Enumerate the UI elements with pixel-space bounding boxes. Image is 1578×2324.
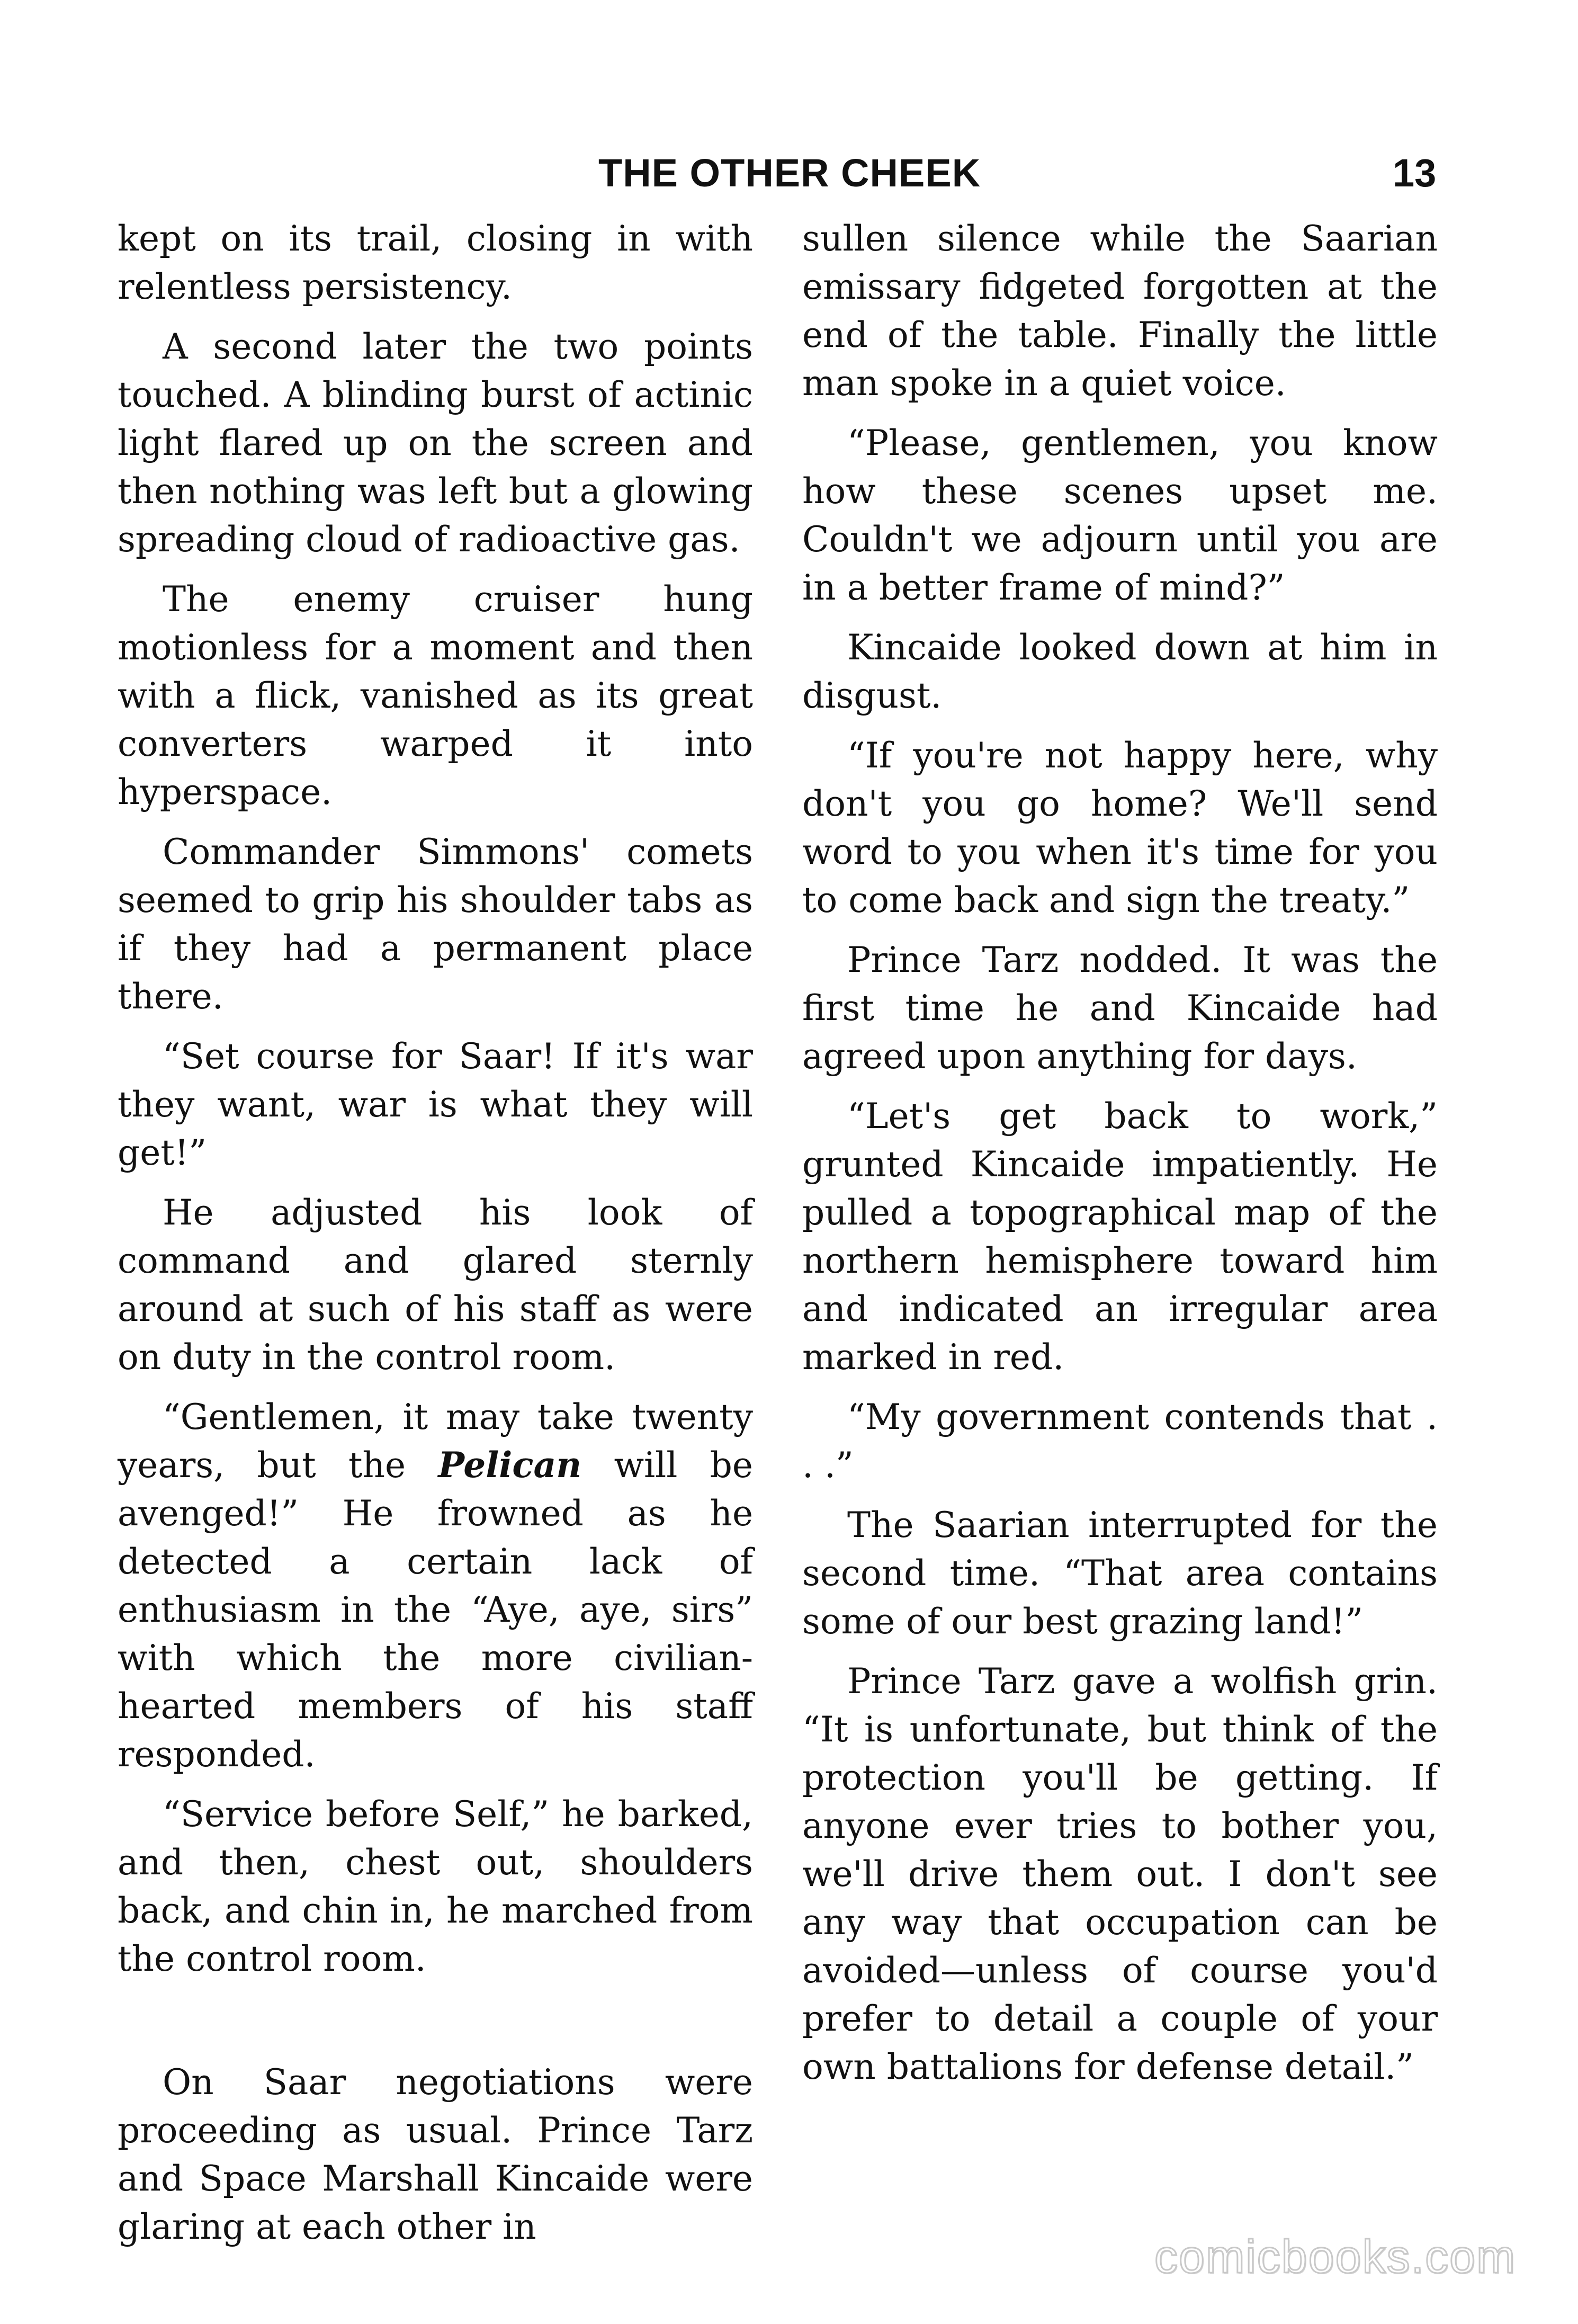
paragraph: The enemy cruiser hung motionless for a moment and then with a flick, vanished as its great converters warped it into hyperspace.: [118, 579, 753, 812]
paragraph: A second later the two points touched. A blinding burst of actinic light flared up on the screen and then nothing was left but a glowing spreading cloud of radioactive gas.: [118, 326, 753, 560]
paragraph: On Saar negotiations were proceeding as usual. Prince Tarz and Space Marshall Kincaide were glaring at each other in: [118, 2062, 753, 2247]
paragraph: “Service before Self,” he barked, and then, chest out, shoulders back, and chin in, he marched from the control room.: [118, 1794, 753, 1979]
paragraph: Prince Tarz gave a wolfish grin. “It is unfortunate, but think of the protection you'll be getting. If anyone ever tries to bother you, we'll drive them out. I don't see any way that occupation can be avoided—unless of course you'd prefer to detail a couple of your own battalions for defense detail.”: [802, 1661, 1438, 2087]
section-break: [118, 1995, 753, 2058]
paragraph: “Set course for Saar! If it's war they want, war is what they will get!”: [118, 1036, 753, 1173]
page-number: 13: [1393, 151, 1437, 195]
paragraph: “My government contends that . . .”: [802, 1397, 1438, 1486]
paragraph: “Let's get back to work,” grunted Kincaide impatiently. He pulled a topographical map of the northern hemisphere toward him and indicated an irregular area marked in red.: [802, 1096, 1438, 1378]
paragraph: kept on its trail, closing in with relentless persistency.: [118, 218, 753, 307]
paragraph: Commander Simmons' comets seemed to grip his shoulder tabs as if they had a permanent place there.: [118, 832, 753, 1017]
paragraph-text: “Gentlemen, it may take twenty years, but the: [118, 1397, 753, 1486]
paragraph-text: will be avenged!” He frowned as he detected a certain lack of enthusiasm in the “Aye, aye, sirs” with which the more civilian-hearted members of his staff responded.: [118, 1445, 753, 1775]
watermark: comicbooks.com: [1154, 2230, 1517, 2283]
paragraph: The Saarian interrupted for the second time. “That area contains some of our best grazing land!”: [802, 1505, 1438, 1642]
paragraph: Prince Tarz nodded. It was the first time he and Kincaide had agreed upon anything for days.: [802, 940, 1438, 1077]
paragraph: “Please, gentlemen, you know how these scenes upset me. Couldn't we adjourn until you are in a better frame of mind?”: [802, 423, 1438, 608]
paragraph: “If you're not happy here, why don't you go home? We'll send word to you when it's time for you to come back and sign the treaty.”: [802, 735, 1438, 920]
left-column: [118, 214, 753, 2263]
paragraph: [118, 1393, 753, 1778]
paragraph: He adjusted his look of command and glared sternly around at such of his staff as were on duty in the control room.: [118, 1192, 753, 1378]
running-title: THE OTHER CHEEK: [598, 151, 981, 195]
ship-name: Pelican: [438, 1444, 582, 1486]
right-column: [802, 214, 1438, 2103]
page-header: [0, 144, 1578, 202]
paragraph: Kincaide looked down at him in disgust.: [802, 627, 1438, 716]
paragraph: sullen silence while the Saarian emissary fidgeted forgotten at the end of the table. Finally the little man spoke in a quiet voice.: [802, 218, 1438, 404]
